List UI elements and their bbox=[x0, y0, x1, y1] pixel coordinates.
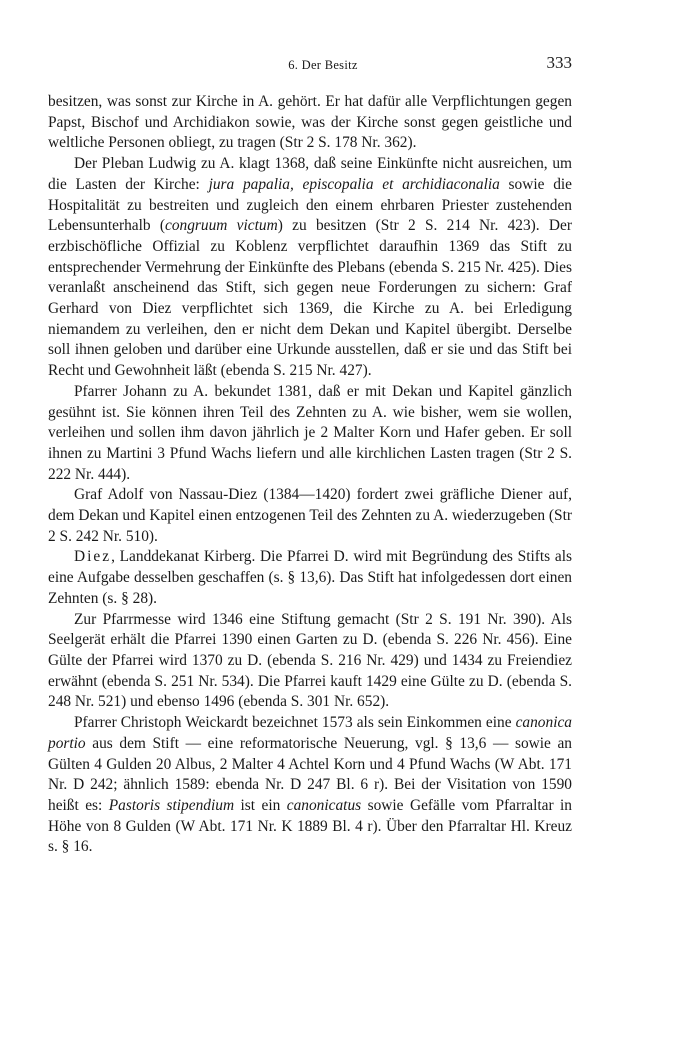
paragraph bbox=[48, 154, 572, 382]
paragraph bbox=[48, 485, 572, 547]
paragraph bbox=[48, 610, 572, 714]
text-run: Pfarrer Johann zu A. bekundet 1381, daß er mit Dekan und Kapitel gänzlich gesühnt ist. Sie können ihren Teil des Zehnten zu A. wie bisher, wem sie wollen, verleihen und sollen ihm davon jährlich je 2 Malter Korn und Hafer geben. Er soll ihnen zu Martini 3 Pfund Wachs liefern und alle kirchlichen Lasten tragen (Str 2 S. 222 Nr. 444). bbox=[48, 382, 572, 483]
text-run: sowie Gefälle vom Pfarraltar in Höhe von 8 Gulden (W Abt. 171 Nr. K 1889 Bl. 4 r). Über den Pfarraltar Hl. Kreuz s. § 16. bbox=[48, 796, 573, 856]
text-run: , Landdekanat Kirberg. Die Pfarrei D. wird mit Begründung des Stifts als eine Aufgabe desselben geschaffen (s. § 13,6). Das Stift hat infolgedessen dort einen Zehnten (s. § 28). bbox=[48, 548, 572, 607]
running-head bbox=[48, 52, 572, 76]
text-run: Der Pleban Ludwig zu A. klagt 1368, daß seine Einkünfte nicht ausreichen, um die Lasten der Kirche: bbox=[48, 155, 572, 193]
italic-phrase: canonicatus bbox=[286, 796, 362, 814]
paragraph bbox=[48, 713, 572, 858]
page-number: 333 bbox=[546, 53, 572, 72]
text-run: ) zu besitzen (Str 2 S. 214 Nr. 423). Der erzbischöfliche Offizial zu Koblenz verpflichtet daraufhin 1369 das Stift zu entsprechender Vermehrung der Einkünfte des Plebans (ebenda S. 215 Nr. 425). Dies veranlaßt anscheinend das Stift, sich gegen neue Forderungen zu sichern: Graf Gerhard von Diez verpflichtet sich 1369, die Kirche zu A. bei Erledigung niemandem zu verleihen, den er nicht dem Dekan und Kapitel übergibt. Derselbe soll ihnen geloben und darüber eine Urkunde ausstellen, daß er sie und das Stift bei Recht und Gewohnheit läßt (ebenda S. 215 Nr. 427). bbox=[48, 217, 572, 380]
italic-phrase: canonica portio bbox=[48, 714, 572, 752]
text-run: Graf Adolf von Nassau-Diez (1384—1420) fordert zwei gräfliche Diener auf, dem Dekan und Kapitel einen entzogenen Teil des Zehnten zu A. wiederzugeben (Str 2 S. 242 Nr. 510). bbox=[48, 486, 572, 545]
italic-phrase: Pastoris stipendium bbox=[108, 796, 235, 814]
text-run: Zur Pfarrmesse wird 1346 eine Stiftung gemacht (Str 2 S. 191 Nr. 390). Als Seelgerät erhält die Pfarrei 1390 einen Garten zu D. (ebenda S. 226 Nr. 456). Eine Gülte der Pfarrei wird 1370 zu D. (ebenda S. 216 Nr. 429) und 1434 zu Freiendiez erwähnt (ebenda S. 251 Nr. 534). Die Pfarrei kauft 1429 eine Gülte zu D. (ebenda S. 248 Nr. 521) und ebenso 1496 (ebenda S. 301 Nr. 652). bbox=[48, 610, 572, 711]
text-run: Pfarrer Christoph Weickardt bezeichnet 1573 als sein Einkommen eine bbox=[74, 714, 516, 732]
paragraph bbox=[48, 92, 572, 154]
book-page bbox=[48, 52, 572, 858]
text-run: aus dem Stift — eine reformatorische Neuerung, vgl. § 13,6 — sowie an Gülten 4 Gulden 20 Albus, 2 Malter 4 Achtel Korn und 4 Pfund Wachs (W Abt. 171 Nr. D 242; ähnlich 1589: ebenda Nr. D 247 Bl. 6 r). Bei der Visitation von 1590 heißt es: bbox=[48, 734, 572, 814]
paragraph bbox=[48, 547, 572, 609]
italic-phrase: congruum victum bbox=[164, 217, 278, 235]
chapter-running-title: 6. Der Besitz bbox=[288, 58, 358, 72]
place-heading: Diez bbox=[74, 548, 112, 566]
paragraph bbox=[48, 382, 572, 486]
body-text bbox=[48, 92, 572, 858]
text-run: ist ein bbox=[234, 796, 287, 814]
italic-phrase: jura papalia, episcopalia et archidiaconalia bbox=[208, 175, 500, 193]
text-run: besitzen, was sonst zur Kirche in A. gehört. Er hat dafür alle Verpflichtungen gegen Papst, Bischof und Archidiakon sowie, was der Kirche sonst gegen geistliche und weltliche Personen obliegt, zu tragen (Str 2 S. 178 Nr. 362). bbox=[48, 93, 572, 152]
text-run: sowie die Hospitalität zu bestreiten und zugleich den einem ehrbaren Priester zustehenden Lebensunterhalb ( bbox=[48, 175, 572, 235]
